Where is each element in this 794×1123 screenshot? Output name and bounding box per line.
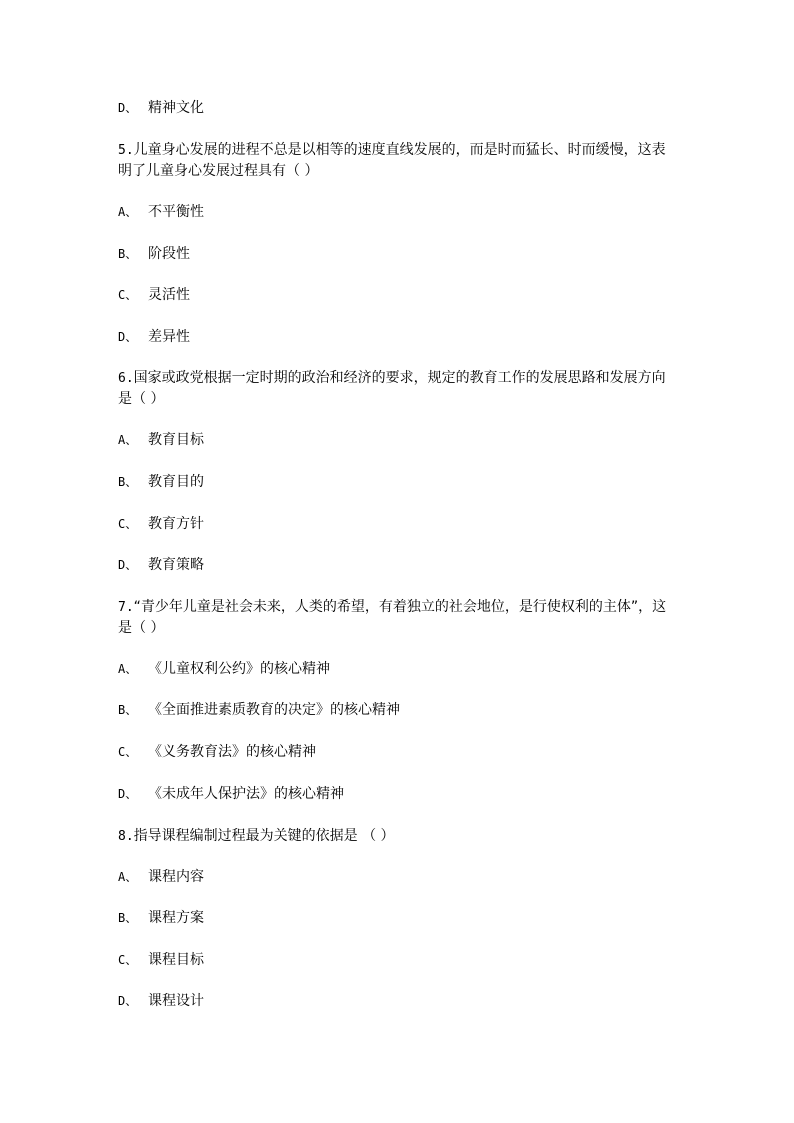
option-letter: D、 xyxy=(118,787,138,801)
option-text: 课程内容 xyxy=(148,869,204,885)
option-text: 《儿童权利公约》的核心精神 xyxy=(148,661,330,677)
question-number: 6. xyxy=(118,371,134,386)
option-text: 《全面推进素质教育的决定》的核心精神 xyxy=(148,702,400,718)
question-text: “青少年儿童是社会未来，人类的希望，有着独立的社会地位，是行使权利的主体”，这 xyxy=(133,599,667,615)
option-letter: D、 xyxy=(118,994,138,1008)
option-letter: B、 xyxy=(118,703,138,717)
option-text: 《未成年人保护法》的核心精神 xyxy=(148,786,344,802)
option-text: 精神文化 xyxy=(148,100,204,116)
question-7-line2: 是（ ） xyxy=(118,620,165,636)
option-letter: B、 xyxy=(118,911,138,925)
option-letter: B、 xyxy=(118,247,138,261)
option-text: 不平衡性 xyxy=(148,204,204,220)
option-text: 灵活性 xyxy=(148,287,190,303)
question-5-line2: 明了儿童身心发展过程具有（ ） xyxy=(118,163,319,179)
option-text: 差异性 xyxy=(148,329,190,345)
option-letter: D、 xyxy=(118,101,138,115)
option-letter: C、 xyxy=(118,745,138,759)
option-q7-d xyxy=(118,784,688,804)
question-7-line1 xyxy=(118,597,688,618)
option-q7-c xyxy=(118,742,688,762)
option-q8-c xyxy=(118,950,688,970)
option-text: 教育目标 xyxy=(148,432,204,448)
question-8-line1 xyxy=(118,826,688,847)
option-text: 阶段性 xyxy=(148,246,190,262)
question-6-line2: 是（ ） xyxy=(118,391,165,407)
option-q7-b xyxy=(118,700,688,720)
option-q6-c xyxy=(118,514,688,534)
question-5-line1 xyxy=(118,140,688,161)
option-q6-b xyxy=(118,472,688,492)
option-q8-b xyxy=(118,908,688,928)
option-q5-a xyxy=(118,202,688,222)
option-letter: A、 xyxy=(118,433,138,447)
option-q6-a xyxy=(118,430,688,450)
option-text: 教育目的 xyxy=(148,474,204,490)
option-letter: A、 xyxy=(118,205,138,219)
option-q7-a xyxy=(118,659,688,679)
question-number: 8. xyxy=(118,829,134,844)
option-letter: A、 xyxy=(118,662,138,676)
question-number: 5. xyxy=(118,143,134,158)
option-q5-d xyxy=(118,327,688,347)
question-text: 儿童身心发展的进程不总是以相等的速度直线发展的，而是时而猛长、时而缓慢，这表 xyxy=(133,142,666,158)
option-q5-b xyxy=(118,244,688,264)
option-text: 课程设计 xyxy=(148,993,204,1009)
question-text: 国家或政党根据一定时期的政治和经济的要求，规定的教育工作的发展思路和发展方向 xyxy=(133,370,666,386)
question-number: 7. xyxy=(118,600,134,615)
question-text: 指导课程编制过程最为关键的依据是 （ ） xyxy=(133,828,395,844)
question-7 xyxy=(118,597,688,638)
option-letter: C、 xyxy=(118,953,138,967)
option-letter: C、 xyxy=(118,517,138,531)
question-6-line1 xyxy=(118,368,688,389)
option-q8-d xyxy=(118,991,688,1011)
option-q4-d xyxy=(118,98,688,118)
option-text: 教育策略 xyxy=(148,557,204,573)
question-8 xyxy=(118,826,688,847)
option-text: 课程目标 xyxy=(148,952,204,968)
option-letter: A、 xyxy=(118,870,138,884)
option-letter: D、 xyxy=(118,330,138,344)
option-letter: C、 xyxy=(118,288,138,302)
option-letter: D、 xyxy=(118,558,138,572)
option-text: 教育方针 xyxy=(148,516,204,532)
option-q5-c xyxy=(118,285,688,305)
option-q6-d xyxy=(118,555,688,575)
option-q8-a xyxy=(118,867,688,887)
question-5 xyxy=(118,140,688,181)
option-letter: B、 xyxy=(118,475,138,489)
option-text: 《义务教育法》的核心精神 xyxy=(148,744,316,760)
option-text: 课程方案 xyxy=(148,910,204,926)
question-6 xyxy=(118,368,688,409)
